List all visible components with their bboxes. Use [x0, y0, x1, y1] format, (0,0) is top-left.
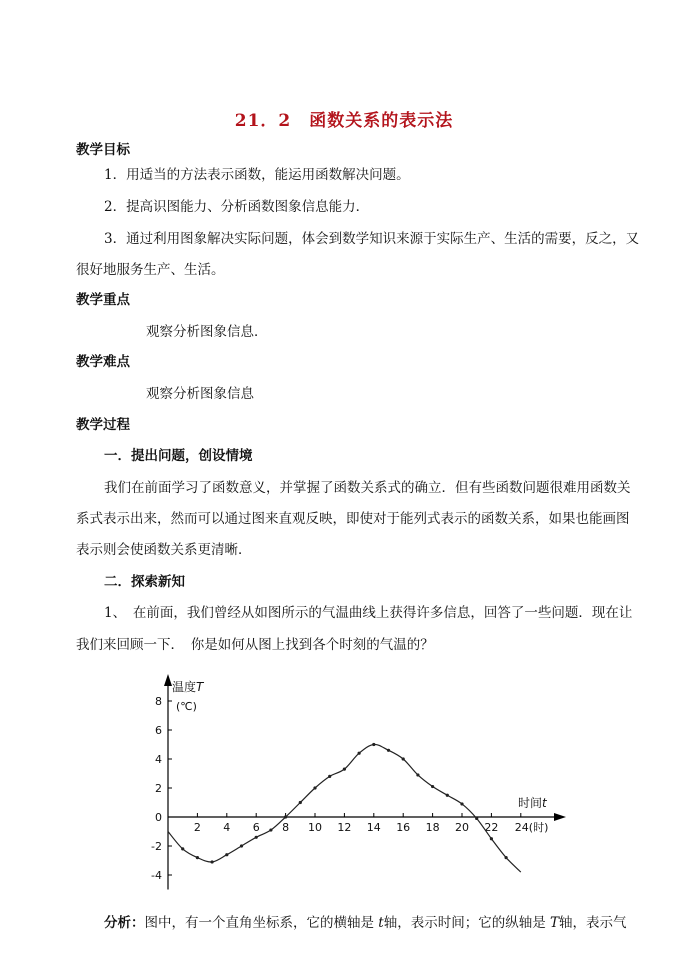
data-point — [225, 853, 228, 856]
x-tick-label: 8 — [282, 821, 290, 834]
x-tick-label: 20 — [455, 821, 469, 834]
data-point — [402, 757, 405, 760]
data-point — [358, 752, 361, 755]
data-point — [255, 836, 258, 839]
data-point — [416, 773, 419, 776]
data-point — [490, 837, 493, 840]
goal-item-3: 3．通过利用图象解决实际问题，体会到数学知识来源于实际生产、生活的需要，反之，又 — [104, 231, 640, 247]
data-point — [446, 794, 449, 797]
data-point — [240, 844, 243, 847]
analysis-part-1: 图中，有一个直角坐标系，它的横轴是 — [144, 915, 379, 931]
data-point — [343, 768, 346, 771]
temperature-chart — [140, 672, 580, 900]
part2-line-1: 1、 在前面，我们曾经从如图所示的气温曲线上获得许多信息，回答了一些问题．现在让 — [104, 605, 633, 621]
data-point — [387, 749, 390, 752]
goal-item-3-cont: 很好地服务生产、生活。 — [76, 262, 225, 278]
y-tick-label: 0 — [155, 811, 162, 824]
x-tick-label: 22 — [484, 821, 499, 834]
data-point — [431, 785, 434, 788]
x-axis-label: 时间t — [518, 796, 547, 810]
x-tick-label: 18 — [425, 821, 440, 834]
difficulty-heading: 教学难点 — [76, 354, 130, 370]
y-tick-label: -2 — [151, 840, 162, 853]
y-tick-label: 8 — [155, 695, 162, 708]
part1-heading: 一．提出问题，创设情境 — [104, 448, 253, 464]
y-tick-label: 4 — [155, 753, 162, 766]
x-tick-label: 4 — [223, 821, 231, 834]
data-point — [505, 856, 508, 859]
data-point — [299, 801, 302, 804]
y-tick-label: 6 — [155, 724, 162, 737]
goal-heading: 教学目标 — [76, 142, 130, 158]
data-point — [284, 815, 287, 818]
x-axis-arrow — [554, 813, 566, 821]
part2-line-2: 我们来回顾一下． 你是如何从图上找到各个时刻的气温的？ — [76, 637, 434, 653]
analysis-var-t: t — [378, 915, 384, 931]
x-tick-label: 10 — [308, 821, 322, 834]
part1-line-2: 系式表示出来，然而可以通过图来直观反映，即使对于能列式表示的函数关系，如果也能画图 — [76, 511, 630, 527]
data-point — [475, 817, 478, 820]
data-point — [211, 860, 214, 863]
y-tick-label: 2 — [155, 782, 162, 795]
data-point — [196, 856, 199, 859]
difficulty-text: 观察分析图象信息 — [146, 386, 254, 402]
y-axis-label: 温度T — [172, 680, 204, 694]
x-tick-label: 12 — [337, 821, 352, 834]
analysis-var-T: T — [550, 915, 560, 931]
x-tick-label: 24(时) — [514, 821, 549, 834]
y-axis-unit: (℃) — [176, 700, 197, 713]
key-text: 观察分析图象信息． — [146, 324, 268, 340]
y-axis-arrow — [164, 674, 172, 686]
analysis-label: 分析： — [104, 915, 145, 931]
goal-item-2: 2．提高识图能力、分析函数图象信息能力． — [104, 199, 370, 215]
process-heading: 教学过程 — [76, 417, 130, 433]
key-heading: 教学重点 — [76, 292, 130, 308]
goal-item-1: 1．用适当的方法表示函数，能运用函数解决问题。 — [104, 167, 410, 183]
data-point — [460, 802, 463, 805]
part1-line-3: 表示则会使函数关系更清晰． — [76, 542, 252, 558]
temperature-curve — [168, 744, 521, 872]
data-point — [328, 775, 331, 778]
analysis-part-2: 轴，表示时间；它的纵轴是 — [383, 915, 551, 931]
part2-heading: 二．探索新知 — [104, 574, 185, 590]
x-tick-label: 6 — [252, 821, 260, 834]
analysis-part-3: 轴，表示气 — [559, 915, 627, 931]
x-tick-label: 2 — [193, 821, 201, 834]
y-tick-label: -4 — [151, 869, 162, 882]
data-point — [372, 743, 375, 746]
data-point — [269, 828, 272, 831]
data-point — [313, 786, 316, 789]
data-point — [181, 847, 184, 850]
x-tick-label: 14 — [366, 821, 381, 834]
part1-line-1: 我们在前面学习了函数意义，并掌握了函数关系式的确立．但有些函数问题很难用函数关 — [104, 480, 631, 496]
x-tick-label: 16 — [396, 821, 411, 834]
document-title: 21．2 函数关系的表示法 — [234, 111, 454, 131]
analysis-line — [104, 914, 627, 932]
